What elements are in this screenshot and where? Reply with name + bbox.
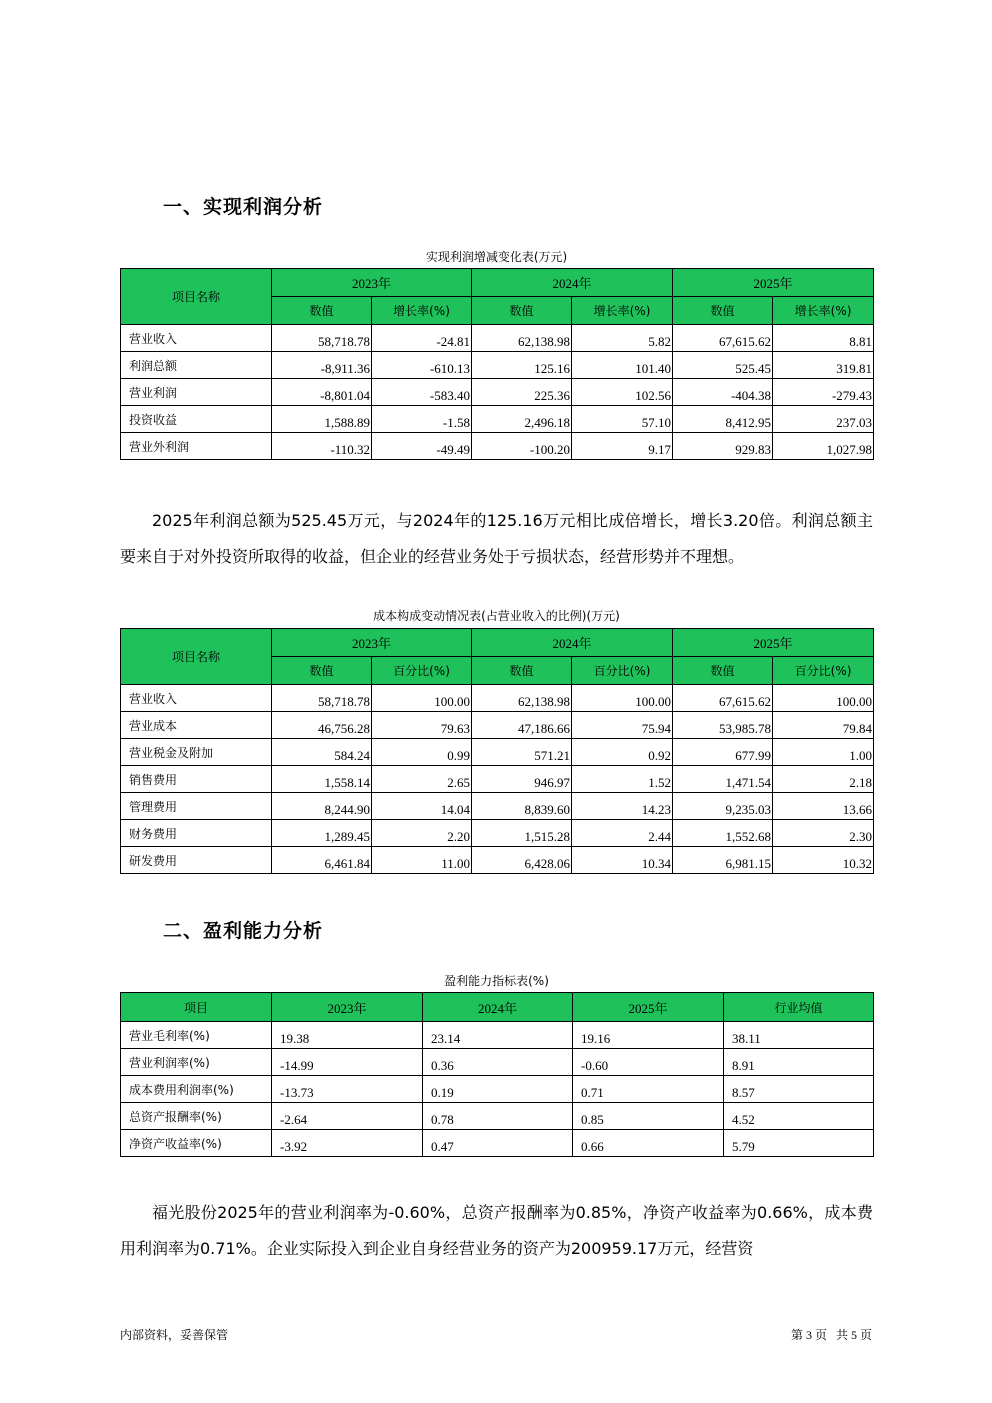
table-row bbox=[121, 406, 874, 433]
table-cell: 58,718.78 bbox=[272, 325, 372, 352]
table-cell: 62,138.98 bbox=[472, 325, 572, 352]
table-cell: 57.10 bbox=[572, 406, 673, 433]
table-row bbox=[121, 433, 874, 460]
table-row bbox=[121, 820, 874, 847]
table-cell: 10.34 bbox=[572, 847, 673, 874]
sub-header: 数值 bbox=[472, 297, 572, 325]
cost-structure-table bbox=[120, 628, 874, 874]
table-cell: 19.16 bbox=[573, 1022, 724, 1049]
year-header: 2023年 bbox=[272, 629, 472, 657]
table1-caption: 实现利润增减变化表(万元) bbox=[425, 250, 568, 264]
table-cell: 8.57 bbox=[724, 1076, 874, 1103]
sub-header: 百分比(%) bbox=[572, 657, 673, 685]
row-label: 营业毛利率(%) bbox=[121, 1022, 272, 1049]
row-label: 研发费用 bbox=[121, 847, 272, 874]
table-cell: 75.94 bbox=[572, 712, 673, 739]
year-header: 2025年 bbox=[673, 629, 874, 657]
table-cell: 14.23 bbox=[572, 793, 673, 820]
table-cell: -583.40 bbox=[372, 379, 472, 406]
table-cell: 0.85 bbox=[573, 1103, 724, 1130]
table-cell: 53,985.78 bbox=[673, 712, 773, 739]
row-label: 营业利润 bbox=[121, 379, 272, 406]
table-cell: 0.36 bbox=[423, 1049, 573, 1076]
table-cell: 100.00 bbox=[372, 685, 472, 712]
table-cell: 13.66 bbox=[773, 793, 874, 820]
table-cell: -49.49 bbox=[372, 433, 472, 460]
table-cell: 19.38 bbox=[272, 1022, 423, 1049]
table-cell: 1.00 bbox=[773, 739, 874, 766]
table-row bbox=[121, 712, 874, 739]
sub-header: 数值 bbox=[272, 657, 372, 685]
table-cell: 6,461.84 bbox=[272, 847, 372, 874]
table-row bbox=[121, 1103, 874, 1130]
table-cell: 237.03 bbox=[773, 406, 874, 433]
table-cell: 67,615.62 bbox=[673, 685, 773, 712]
table-cell: 14.04 bbox=[372, 793, 472, 820]
table-cell: 0.78 bbox=[423, 1103, 573, 1130]
table-cell: 525.45 bbox=[673, 352, 773, 379]
header-industry-avg: 行业均值 bbox=[724, 993, 874, 1022]
table-cell: -14.99 bbox=[272, 1049, 423, 1076]
table-cell: 8,412.95 bbox=[673, 406, 773, 433]
table-cell: 0.99 bbox=[372, 739, 472, 766]
table-cell: 11.00 bbox=[372, 847, 472, 874]
table-cell: -610.13 bbox=[372, 352, 472, 379]
table-cell: 5.82 bbox=[572, 325, 673, 352]
table-cell: 5.79 bbox=[724, 1130, 874, 1157]
table-cell: -2.64 bbox=[272, 1103, 423, 1130]
table-cell: -110.32 bbox=[272, 433, 372, 460]
table-row bbox=[121, 793, 874, 820]
table-cell: -13.73 bbox=[272, 1076, 423, 1103]
table-cell: 67,615.62 bbox=[673, 325, 773, 352]
footer-note: 内部资料，妥善保管 bbox=[120, 1328, 229, 1342]
table-row bbox=[121, 1049, 874, 1076]
year-header: 2023年 bbox=[272, 269, 472, 297]
table-row bbox=[121, 739, 874, 766]
table-cell: 0.71 bbox=[573, 1076, 724, 1103]
row-label: 销售费用 bbox=[121, 766, 272, 793]
sub-header: 数值 bbox=[673, 657, 773, 685]
row-label: 营业利润率(%) bbox=[121, 1049, 272, 1076]
table-cell: 1,027.98 bbox=[773, 433, 874, 460]
sub-header: 增长率(%) bbox=[372, 297, 472, 325]
table-cell: 1,289.45 bbox=[272, 820, 372, 847]
sub-header: 数值 bbox=[472, 657, 572, 685]
table-cell: 100.00 bbox=[572, 685, 673, 712]
table-cell: 8.81 bbox=[773, 325, 874, 352]
year-header: 2024年 bbox=[472, 629, 673, 657]
table-cell: 2,496.18 bbox=[472, 406, 572, 433]
row-label: 投资收益 bbox=[121, 406, 272, 433]
year-header: 2023年 bbox=[272, 993, 423, 1022]
section-title-2: 二、盈利能力分析 bbox=[163, 920, 324, 942]
table-cell: -100.20 bbox=[472, 433, 572, 460]
table-cell: 1,515.28 bbox=[472, 820, 572, 847]
table-cell: 9.17 bbox=[572, 433, 673, 460]
header-item: 项目 bbox=[121, 993, 272, 1022]
table-cell: 225.36 bbox=[472, 379, 572, 406]
table-row bbox=[121, 1022, 874, 1049]
row-label: 净资产收益率(%) bbox=[121, 1130, 272, 1157]
name-header: 项目名称 bbox=[121, 629, 272, 685]
table-cell: 8,839.60 bbox=[472, 793, 572, 820]
table-cell: 0.19 bbox=[423, 1076, 573, 1103]
table-cell: -8,911.36 bbox=[272, 352, 372, 379]
table-cell: 0.66 bbox=[573, 1130, 724, 1157]
table-cell: 2.65 bbox=[372, 766, 472, 793]
table-cell: 6,428.06 bbox=[472, 847, 572, 874]
table-cell: 102.56 bbox=[572, 379, 673, 406]
table-cell: 100.00 bbox=[773, 685, 874, 712]
table-cell: 946.97 bbox=[472, 766, 572, 793]
table-cell: 62,138.98 bbox=[472, 685, 572, 712]
year-header: 2024年 bbox=[423, 993, 573, 1022]
year-header: 2025年 bbox=[573, 993, 724, 1022]
table-cell: 46,756.28 bbox=[272, 712, 372, 739]
table-cell: 101.40 bbox=[572, 352, 673, 379]
table-row bbox=[121, 1076, 874, 1103]
table-cell: 2.20 bbox=[372, 820, 472, 847]
row-label: 总资产报酬率(%) bbox=[121, 1103, 272, 1130]
table-cell: 8.91 bbox=[724, 1049, 874, 1076]
profitability-table bbox=[120, 992, 874, 1157]
table-cell: 2.30 bbox=[773, 820, 874, 847]
table-cell: 677.99 bbox=[673, 739, 773, 766]
page-number: 第 3 页 共 5 页 bbox=[790, 1328, 872, 1342]
paragraph-2: 福光股份2025年的营业利润率为-0.60%，总资产报酬率为0.85%，净资产收益率为0.66%，成本费用利润率为0.71%。企业实际投入到企业自身经营业务的资产为200959.17万元，经营资 bbox=[120, 1203, 873, 1258]
row-label: 财务费用 bbox=[121, 820, 272, 847]
table-cell: 1.52 bbox=[572, 766, 673, 793]
table-cell: 47,186.66 bbox=[472, 712, 572, 739]
row-label: 营业收入 bbox=[121, 685, 272, 712]
table-cell: 1,558.14 bbox=[272, 766, 372, 793]
table-cell: 38.11 bbox=[724, 1022, 874, 1049]
table-cell: 929.83 bbox=[673, 433, 773, 460]
table-cell: 0.47 bbox=[423, 1130, 573, 1157]
table-cell: 8,244.90 bbox=[272, 793, 372, 820]
table-row bbox=[121, 325, 874, 352]
table2-caption: 成本构成变动情况表(占营业收入的比例)(万元) bbox=[373, 609, 620, 623]
profit-change-table bbox=[120, 268, 874, 460]
table-row bbox=[121, 847, 874, 874]
table-row bbox=[121, 685, 874, 712]
table-cell: 1,471.54 bbox=[673, 766, 773, 793]
table-row bbox=[121, 1130, 874, 1157]
sub-header: 数值 bbox=[272, 297, 372, 325]
section-title-1: 一、实现利润分析 bbox=[163, 196, 324, 218]
table-cell: -8,801.04 bbox=[272, 379, 372, 406]
sub-header: 百分比(%) bbox=[372, 657, 472, 685]
year-header: 2024年 bbox=[472, 269, 673, 297]
table-cell: 10.32 bbox=[773, 847, 874, 874]
row-label: 营业外利润 bbox=[121, 433, 272, 460]
table-cell: 319.81 bbox=[773, 352, 874, 379]
table-cell: 23.14 bbox=[423, 1022, 573, 1049]
year-header: 2025年 bbox=[673, 269, 874, 297]
table-cell: 79.63 bbox=[372, 712, 472, 739]
row-label: 营业收入 bbox=[121, 325, 272, 352]
table-row bbox=[121, 379, 874, 406]
table-cell: 58,718.78 bbox=[272, 685, 372, 712]
table-cell: 2.18 bbox=[773, 766, 874, 793]
table-cell: -24.81 bbox=[372, 325, 472, 352]
table-cell: 1,588.89 bbox=[272, 406, 372, 433]
table-row bbox=[121, 352, 874, 379]
table-cell: 1,552.68 bbox=[673, 820, 773, 847]
table-cell: 79.84 bbox=[773, 712, 874, 739]
row-label: 管理费用 bbox=[121, 793, 272, 820]
sub-header: 数值 bbox=[673, 297, 773, 325]
paragraph-1: 2025年利润总额为525.45万元，与2024年的125.16万元相比成倍增长，增长3.20倍。利润总额主要来自于对外投资所取得的收益，但企业的经营业务处于亏损状态，经营形势并不理想。 bbox=[120, 511, 873, 566]
row-label: 营业税金及附加 bbox=[121, 739, 272, 766]
table3-caption: 盈利能力指标表(%) bbox=[444, 974, 549, 988]
table-cell: 571.21 bbox=[472, 739, 572, 766]
row-label: 成本费用利润率(%) bbox=[121, 1076, 272, 1103]
table-cell: 9,235.03 bbox=[673, 793, 773, 820]
row-label: 利润总额 bbox=[121, 352, 272, 379]
table-row bbox=[121, 766, 874, 793]
sub-header: 百分比(%) bbox=[773, 657, 874, 685]
table-cell: -404.38 bbox=[673, 379, 773, 406]
table-cell: -1.58 bbox=[372, 406, 472, 433]
sub-header: 增长率(%) bbox=[773, 297, 874, 325]
name-header: 项目名称 bbox=[121, 269, 272, 325]
table-cell: 4.52 bbox=[724, 1103, 874, 1130]
table-cell: 584.24 bbox=[272, 739, 372, 766]
table-cell: -3.92 bbox=[272, 1130, 423, 1157]
table-cell: -279.43 bbox=[773, 379, 874, 406]
table-cell: 0.92 bbox=[572, 739, 673, 766]
table-cell: -0.60 bbox=[573, 1049, 724, 1076]
table-cell: 2.44 bbox=[572, 820, 673, 847]
table-cell: 6,981.15 bbox=[673, 847, 773, 874]
sub-header: 增长率(%) bbox=[572, 297, 673, 325]
table-cell: 125.16 bbox=[472, 352, 572, 379]
row-label: 营业成本 bbox=[121, 712, 272, 739]
